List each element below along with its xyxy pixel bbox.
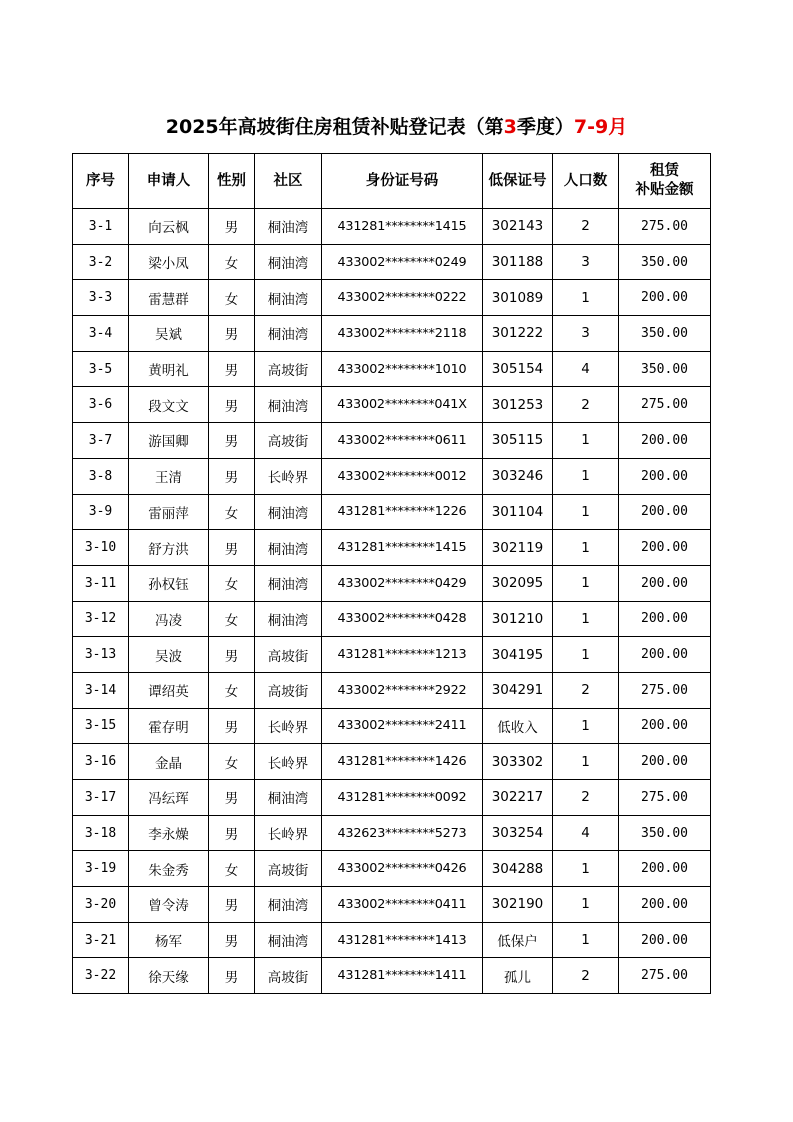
- table-row: [73, 851, 711, 887]
- cell-household-size: 2: [553, 958, 619, 994]
- table-row: [73, 672, 711, 708]
- cell-id-number: 433002********041X: [322, 387, 483, 423]
- cell-subsidy-amount: 275.00: [619, 387, 711, 423]
- cell-applicant: 黄明礼: [129, 351, 209, 387]
- cell-dibao-number: 302095: [483, 565, 553, 601]
- cell-dibao-number: 301089: [483, 280, 553, 316]
- cell-applicant: 雷丽萍: [129, 494, 209, 530]
- cell-applicant: 朱金秀: [129, 851, 209, 887]
- cell-id-number: 431281********1426: [322, 744, 483, 780]
- cell-community: 桐油湾: [255, 387, 322, 423]
- cell-seq: 3-15: [73, 708, 129, 744]
- cell-subsidy-amount: 275.00: [619, 209, 711, 245]
- table-row: [73, 958, 711, 994]
- cell-household-size: 1: [553, 922, 619, 958]
- cell-dibao-number: 302143: [483, 209, 553, 245]
- title-quarter: 3: [503, 116, 517, 138]
- table-row: [73, 280, 711, 316]
- cell-applicant: 李永燥: [129, 815, 209, 851]
- header-household-size: 人口数: [553, 154, 619, 209]
- page-title: [0, 113, 793, 141]
- cell-gender: 男: [209, 209, 255, 245]
- cell-subsidy-amount: 200.00: [619, 637, 711, 673]
- cell-gender: 女: [209, 672, 255, 708]
- cell-applicant: 徐天缘: [129, 958, 209, 994]
- cell-seq: 3-4: [73, 316, 129, 352]
- cell-gender: 女: [209, 851, 255, 887]
- cell-dibao-number: 301253: [483, 387, 553, 423]
- cell-community: 高坡街: [255, 351, 322, 387]
- cell-household-size: 2: [553, 672, 619, 708]
- cell-applicant: 金晶: [129, 744, 209, 780]
- cell-id-number: 431281********0092: [322, 780, 483, 816]
- cell-seq: 3-8: [73, 458, 129, 494]
- cell-seq: 3-9: [73, 494, 129, 530]
- table-row: [73, 887, 711, 923]
- cell-household-size: 1: [553, 494, 619, 530]
- cell-subsidy-amount: 350.00: [619, 316, 711, 352]
- cell-gender: 女: [209, 244, 255, 280]
- cell-seq: 3-1: [73, 209, 129, 245]
- cell-id-number: 433002********0429: [322, 565, 483, 601]
- cell-gender: 男: [209, 887, 255, 923]
- cell-seq: 3-18: [73, 815, 129, 851]
- cell-applicant: 游国卿: [129, 423, 209, 459]
- cell-seq: 3-3: [73, 280, 129, 316]
- cell-seq: 3-21: [73, 922, 129, 958]
- table-row: [73, 209, 711, 245]
- cell-dibao-number: 低收入: [483, 708, 553, 744]
- cell-gender: 女: [209, 565, 255, 601]
- cell-community: 桐油湾: [255, 494, 322, 530]
- cell-subsidy-amount: 200.00: [619, 280, 711, 316]
- cell-community: 高坡街: [255, 672, 322, 708]
- cell-gender: 男: [209, 780, 255, 816]
- table-row: [73, 815, 711, 851]
- cell-dibao-number: 302190: [483, 887, 553, 923]
- cell-dibao-number: 301222: [483, 316, 553, 352]
- cell-subsidy-amount: 200.00: [619, 494, 711, 530]
- cell-applicant: 梁小凤: [129, 244, 209, 280]
- cell-gender: 男: [209, 958, 255, 994]
- cell-seq: 3-20: [73, 887, 129, 923]
- cell-applicant: 冯纭珲: [129, 780, 209, 816]
- cell-seq: 3-12: [73, 601, 129, 637]
- cell-applicant: 吴波: [129, 637, 209, 673]
- cell-id-number: 433002********2118: [322, 316, 483, 352]
- cell-id-number: 433002********0012: [322, 458, 483, 494]
- header-community: 社区: [255, 154, 322, 209]
- cell-subsidy-amount: 275.00: [619, 780, 711, 816]
- table-row: [73, 351, 711, 387]
- cell-subsidy-amount: 275.00: [619, 958, 711, 994]
- cell-seq: 3-7: [73, 423, 129, 459]
- cell-applicant: 孙权钰: [129, 565, 209, 601]
- cell-id-number: 433002********2411: [322, 708, 483, 744]
- cell-gender: 男: [209, 530, 255, 566]
- cell-subsidy-amount: 350.00: [619, 351, 711, 387]
- cell-applicant: 杨军: [129, 922, 209, 958]
- cell-gender: 男: [209, 387, 255, 423]
- cell-id-number: 431281********1413: [322, 922, 483, 958]
- cell-seq: 3-13: [73, 637, 129, 673]
- cell-id-number: 431281********1415: [322, 530, 483, 566]
- cell-gender: 男: [209, 922, 255, 958]
- cell-community: 长岭界: [255, 708, 322, 744]
- cell-applicant: 谭绍英: [129, 672, 209, 708]
- header-id-number: 身份证号码: [322, 154, 483, 209]
- cell-applicant: 曾令涛: [129, 887, 209, 923]
- cell-id-number: 433002********0411: [322, 887, 483, 923]
- cell-id-number: 433002********0611: [322, 423, 483, 459]
- cell-household-size: 1: [553, 530, 619, 566]
- cell-gender: 女: [209, 744, 255, 780]
- cell-id-number: 433002********0426: [322, 851, 483, 887]
- cell-household-size: 2: [553, 209, 619, 245]
- cell-dibao-number: 303254: [483, 815, 553, 851]
- cell-household-size: 1: [553, 565, 619, 601]
- cell-subsidy-amount: 200.00: [619, 744, 711, 780]
- cell-community: 桐油湾: [255, 565, 322, 601]
- table-row: [73, 922, 711, 958]
- cell-household-size: 1: [553, 887, 619, 923]
- cell-community: 桐油湾: [255, 244, 322, 280]
- cell-community: 桐油湾: [255, 780, 322, 816]
- cell-id-number: 433002********1010: [322, 351, 483, 387]
- cell-gender: 男: [209, 316, 255, 352]
- cell-seq: 3-14: [73, 672, 129, 708]
- header-seq: 序号: [73, 154, 129, 209]
- cell-gender: 男: [209, 708, 255, 744]
- title-text: 2025年高坡街住房租赁补贴登记表（第: [165, 116, 504, 138]
- cell-community: 长岭界: [255, 458, 322, 494]
- header-gender: 性别: [209, 154, 255, 209]
- cell-gender: 男: [209, 423, 255, 459]
- cell-seq: 3-10: [73, 530, 129, 566]
- cell-seq: 3-2: [73, 244, 129, 280]
- cell-gender: 女: [209, 601, 255, 637]
- cell-dibao-number: 305154: [483, 351, 553, 387]
- table-row: [73, 530, 711, 566]
- cell-gender: 女: [209, 494, 255, 530]
- cell-dibao-number: 302217: [483, 780, 553, 816]
- cell-subsidy-amount: 200.00: [619, 565, 711, 601]
- table-row: [73, 637, 711, 673]
- cell-household-size: 3: [553, 316, 619, 352]
- cell-household-size: 2: [553, 780, 619, 816]
- subsidy-table: [72, 153, 711, 994]
- cell-dibao-number: 303246: [483, 458, 553, 494]
- header-subsidy-amount: [619, 154, 711, 209]
- cell-gender: 男: [209, 637, 255, 673]
- cell-community: 长岭界: [255, 815, 322, 851]
- cell-subsidy-amount: 200.00: [619, 851, 711, 887]
- cell-dibao-number: 303302: [483, 744, 553, 780]
- cell-dibao-number: 低保户: [483, 922, 553, 958]
- cell-seq: 3-17: [73, 780, 129, 816]
- cell-subsidy-amount: 200.00: [619, 601, 711, 637]
- cell-subsidy-amount: 350.00: [619, 815, 711, 851]
- cell-gender: 女: [209, 280, 255, 316]
- cell-dibao-number: 304195: [483, 637, 553, 673]
- cell-id-number: 433002********0249: [322, 244, 483, 280]
- title-months: 7-9月: [573, 116, 628, 138]
- cell-community: 高坡街: [255, 637, 322, 673]
- cell-community: 桐油湾: [255, 887, 322, 923]
- cell-household-size: 1: [553, 423, 619, 459]
- cell-household-size: 2: [553, 387, 619, 423]
- cell-dibao-number: 孤儿: [483, 958, 553, 994]
- table-row: [73, 423, 711, 459]
- cell-household-size: 1: [553, 601, 619, 637]
- cell-applicant: 冯凌: [129, 601, 209, 637]
- cell-household-size: 1: [553, 851, 619, 887]
- cell-household-size: 3: [553, 244, 619, 280]
- table-row: [73, 744, 711, 780]
- cell-community: 桐油湾: [255, 601, 322, 637]
- cell-applicant: 王清: [129, 458, 209, 494]
- cell-community: 桐油湾: [255, 280, 322, 316]
- header-applicant: 申请人: [129, 154, 209, 209]
- cell-household-size: 1: [553, 744, 619, 780]
- cell-dibao-number: 304291: [483, 672, 553, 708]
- cell-subsidy-amount: 350.00: [619, 244, 711, 280]
- cell-id-number: 431281********1411: [322, 958, 483, 994]
- cell-community: 桐油湾: [255, 530, 322, 566]
- table-row: [73, 494, 711, 530]
- cell-dibao-number: 302119: [483, 530, 553, 566]
- cell-subsidy-amount: 200.00: [619, 458, 711, 494]
- cell-household-size: 4: [553, 351, 619, 387]
- cell-community: 高坡街: [255, 958, 322, 994]
- cell-id-number: 431281********1226: [322, 494, 483, 530]
- cell-subsidy-amount: 200.00: [619, 423, 711, 459]
- cell-seq: 3-5: [73, 351, 129, 387]
- table-row: [73, 565, 711, 601]
- table-row: [73, 244, 711, 280]
- table-row: [73, 458, 711, 494]
- cell-subsidy-amount: 200.00: [619, 887, 711, 923]
- cell-gender: 男: [209, 815, 255, 851]
- header-subsidy-line1: 租赁: [650, 163, 679, 179]
- cell-household-size: 1: [553, 637, 619, 673]
- header-row: [73, 154, 711, 209]
- cell-applicant: 舒方洪: [129, 530, 209, 566]
- cell-id-number: 433002********0222: [322, 280, 483, 316]
- cell-gender: 男: [209, 458, 255, 494]
- cell-dibao-number: 301210: [483, 601, 553, 637]
- table-row: [73, 316, 711, 352]
- cell-household-size: 1: [553, 280, 619, 316]
- cell-applicant: 霍存明: [129, 708, 209, 744]
- cell-id-number: 433002********2922: [322, 672, 483, 708]
- cell-applicant: 段文文: [129, 387, 209, 423]
- table-row: [73, 780, 711, 816]
- cell-seq: 3-19: [73, 851, 129, 887]
- cell-gender: 男: [209, 351, 255, 387]
- cell-dibao-number: 301188: [483, 244, 553, 280]
- cell-community: 高坡街: [255, 851, 322, 887]
- title-text-quarter-suffix: 季度）: [516, 116, 574, 138]
- cell-id-number: 431281********1213: [322, 637, 483, 673]
- cell-subsidy-amount: 200.00: [619, 708, 711, 744]
- cell-dibao-number: 301104: [483, 494, 553, 530]
- cell-applicant: 吴斌: [129, 316, 209, 352]
- cell-dibao-number: 305115: [483, 423, 553, 459]
- cell-household-size: 1: [553, 708, 619, 744]
- header-dibao-number: 低保证号: [483, 154, 553, 209]
- cell-community: 高坡街: [255, 423, 322, 459]
- table-row: [73, 387, 711, 423]
- cell-community: 桐油湾: [255, 209, 322, 245]
- cell-id-number: 433002********0428: [322, 601, 483, 637]
- cell-community: 桐油湾: [255, 922, 322, 958]
- cell-id-number: 432623********5273: [322, 815, 483, 851]
- cell-seq: 3-16: [73, 744, 129, 780]
- cell-seq: 3-6: [73, 387, 129, 423]
- cell-community: 长岭界: [255, 744, 322, 780]
- cell-id-number: 431281********1415: [322, 209, 483, 245]
- cell-seq: 3-22: [73, 958, 129, 994]
- cell-dibao-number: 304288: [483, 851, 553, 887]
- table-row: [73, 708, 711, 744]
- table-row: [73, 601, 711, 637]
- cell-subsidy-amount: 275.00: [619, 672, 711, 708]
- header-subsidy-line2: 补贴金额: [635, 182, 694, 198]
- cell-community: 桐油湾: [255, 316, 322, 352]
- cell-household-size: 4: [553, 815, 619, 851]
- cell-applicant: 向云枫: [129, 209, 209, 245]
- cell-subsidy-amount: 200.00: [619, 922, 711, 958]
- cell-household-size: 1: [553, 458, 619, 494]
- cell-subsidy-amount: 200.00: [619, 530, 711, 566]
- cell-applicant: 雷慧群: [129, 280, 209, 316]
- cell-seq: 3-11: [73, 565, 129, 601]
